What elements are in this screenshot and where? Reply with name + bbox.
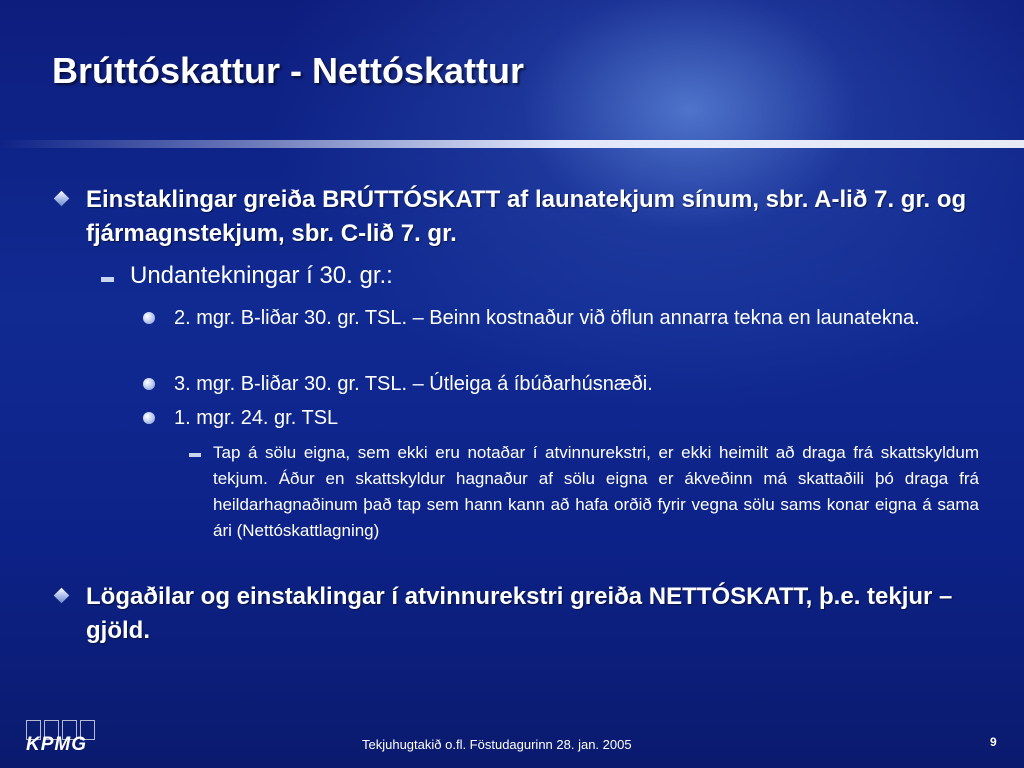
bullet-1-sub <box>130 260 980 292</box>
sub-item-1 <box>174 304 974 332</box>
sub-item-detail <box>213 440 979 544</box>
sub-item-3 <box>174 404 974 432</box>
dash-bullet-icon <box>101 277 114 282</box>
circle-bullet-icon <box>143 312 155 324</box>
logo-wordmark: KPMG <box>26 734 87 755</box>
diamond-bullet-icon <box>54 588 70 604</box>
bullet-1-text: Einstaklingar greiða BRÚTTÓSKATT af launatekjum sínum, sbr. A-lið 7. gr. og fjármagnstekjum, sbr. C-lið 7. gr. <box>86 186 967 247</box>
sub-item-2 <box>174 370 974 398</box>
circle-bullet-icon <box>143 412 155 424</box>
sub-item-detail-text: Tap á sölu eigna, sem ekki eru notaðar í atvinnurekstri, er ekki heimilt að draga frá skattskyldum tekjum. Áður en skattskyldur hagnaður af sölu eigna er ákveðinn má skattaðili þó draga frá heildarhagnaðinum það tap sem hann kann að hafa orðið fyrir vegna sölu sams konar eigna á sama ári (Nettóskattlagning) <box>213 443 979 540</box>
bullet-2-text: Lögaðilar og einstaklingar í atvinnurekstri greiða NETTÓSKATT, þ.e. tekjur – gjöld. <box>86 583 953 644</box>
bullet-2 <box>86 580 986 648</box>
diamond-bullet-icon <box>54 191 70 207</box>
footer-text: Tekjuhugtakið o.fl. Föstudagurinn 28. jan. 2005 <box>362 737 632 752</box>
sub-item-1-text: 2. mgr. B-liðar 30. gr. TSL. – Beinn kostnaður við öflun annarra tekna en launatekna. <box>174 307 920 329</box>
kpmg-logo <box>26 720 106 760</box>
title-divider <box>0 140 1024 148</box>
sub-item-3-text: 1. mgr. 24. gr. TSL <box>174 407 339 429</box>
slide-title: Brúttóskattur - Nettóskattur <box>52 50 525 91</box>
circle-bullet-icon <box>143 378 155 390</box>
bullet-1 <box>86 183 986 251</box>
page-number: 9 <box>990 735 997 749</box>
sub-item-2-text: 3. mgr. B-liðar 30. gr. TSL. – Útleiga á íbúðarhúsnæði. <box>174 373 653 395</box>
dash-bullet-icon <box>189 453 201 457</box>
bullet-1-sub-text: Undantekningar í 30. gr.: <box>130 262 393 289</box>
